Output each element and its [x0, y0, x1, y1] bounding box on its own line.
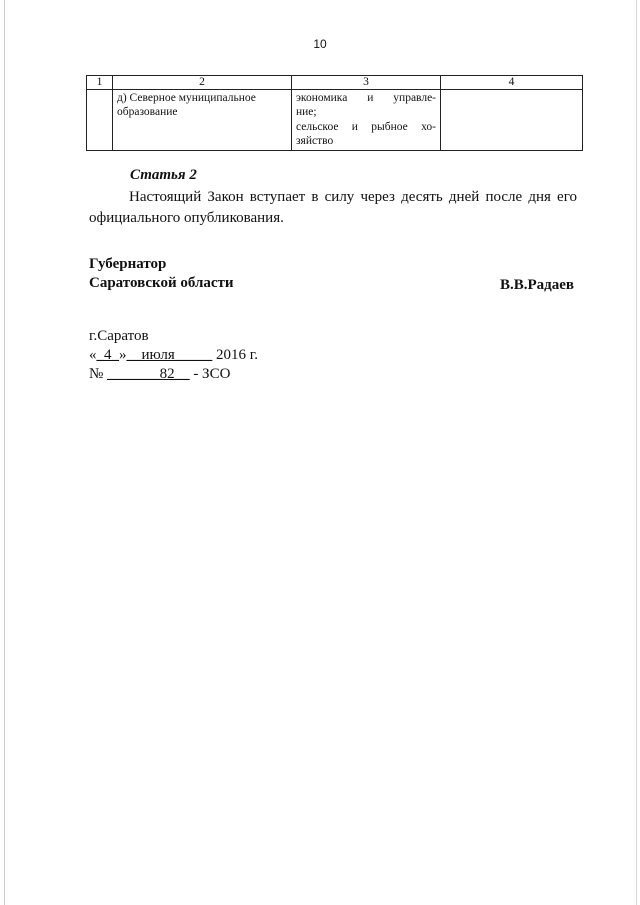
- table-cell-number: [87, 90, 113, 151]
- date-quote-close: »: [119, 347, 127, 363]
- city: г.Саратов: [89, 328, 149, 344]
- branch-line: зяйство: [296, 135, 334, 148]
- table-header-cell: 3: [292, 76, 441, 90]
- governor-title-line: Губернатор: [89, 256, 167, 272]
- place-date-block: [89, 327, 258, 384]
- table-header-cell: 4: [441, 76, 583, 90]
- table-row: [87, 90, 583, 151]
- governor-title: [89, 255, 234, 293]
- article-text: Настоящий Закон вступает в силу через десять дней после дня его официального опубликования.: [89, 189, 577, 226]
- table-header-cell: 1: [87, 76, 113, 90]
- page-edge-left: [4, 0, 5, 905]
- number-sign: №: [89, 366, 104, 382]
- law-table: [86, 75, 583, 151]
- law-number-suffix: - ЗСО: [193, 366, 231, 382]
- date-year: 2016 г.: [216, 347, 258, 363]
- table-header-row: [87, 76, 583, 90]
- table-cell-empty: [441, 90, 583, 151]
- table-cell-municipality: д) Северное муниципальное образование: [113, 90, 292, 151]
- governor-title-line: Саратовской области: [89, 275, 234, 291]
- branch-line: ние;: [296, 106, 317, 119]
- date-month: __июля_____: [126, 347, 213, 363]
- article-heading: Статья 2: [130, 167, 197, 183]
- governor-name: В.В.Радаев: [499, 277, 574, 293]
- table-header-cell: 2: [113, 76, 292, 90]
- page-number: 10: [313, 37, 327, 51]
- page-edge-right: [636, 0, 637, 905]
- branch-line: экономика и управле-: [296, 92, 436, 104]
- date-line: [89, 346, 258, 365]
- date-day: _4_: [96, 347, 119, 363]
- law-number-line: [89, 365, 258, 384]
- table-cell-branches: [292, 90, 441, 151]
- branch-line: сельское и рыбное хо-: [296, 120, 436, 133]
- date-quote-open: «: [89, 347, 97, 363]
- law-number: _______82__: [107, 366, 190, 382]
